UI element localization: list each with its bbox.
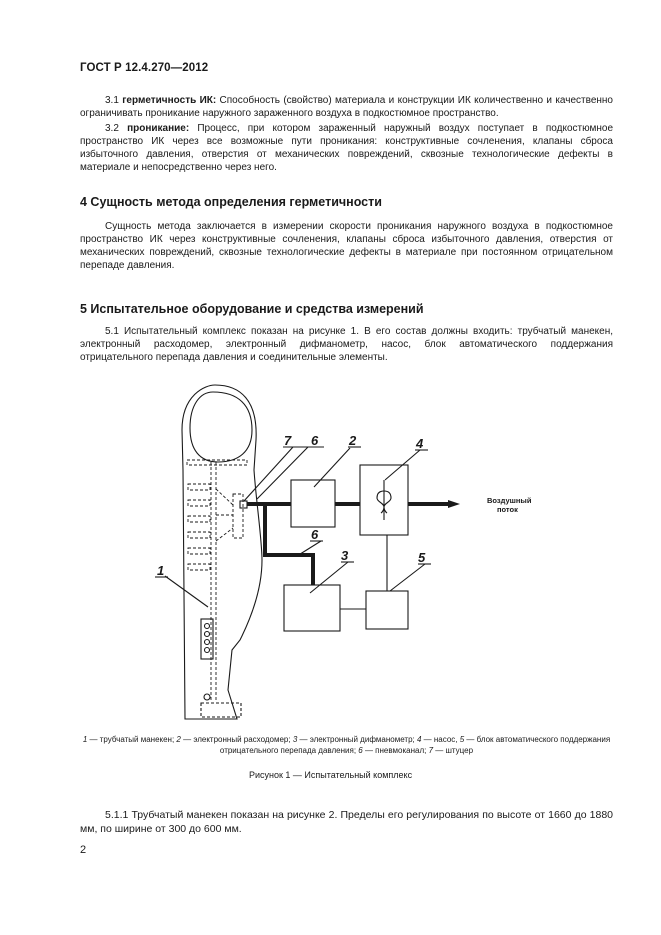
legend-text-3: — электронный дифманометр; <box>297 735 417 744</box>
legend-num-6: 6 <box>358 746 363 755</box>
airflow-arrow <box>448 500 460 508</box>
paragraph-3-2 <box>80 122 613 174</box>
leader-1 <box>165 576 208 607</box>
legend-num-3: 3 <box>292 735 298 744</box>
flowmeter-box <box>291 480 335 527</box>
legend-num-5: 5 <box>459 735 465 744</box>
control-block-box <box>366 591 408 629</box>
leader-6a <box>257 447 308 499</box>
legend-text-1: — трубчатый манекен; <box>87 735 177 744</box>
mannequin-foot-joint <box>204 694 210 700</box>
paragraph-3-2-text: Процесс, при котором зараженный наружный воздух поступает в подкостюмное пространство ИК через все возможные пути проникания: конструктивные сочленения, клапаны сброса избыточного давления, отверстия от механических повреждений, сквозные технологические дефекты в материале и непосредственно через него. <box>80 123 614 173</box>
legend-num-1: 1 <box>82 735 88 744</box>
figure-label-6-top: 6 <box>311 433 319 448</box>
page-number: 2 <box>80 844 87 856</box>
section-5-heading: 5 Испытательное оборудование и средства измерений <box>80 302 424 316</box>
mannequin-head <box>190 392 252 462</box>
figure-test-complex <box>0 375 661 730</box>
legend-text-2: — электронный расходомер; <box>180 735 293 744</box>
section-4-text: Сущность метода заключается в измерении скорости проникания наружного воздуха в подкостюмное пространство ИК через конструктивные сочленения, клапаны сброса избыточного давления, отверстия от механических повреждений, сквозные технологические дефекты в материале при постоянном отрицательном перепаде давления. <box>80 221 613 271</box>
pneumatic-channel <box>247 504 448 585</box>
fitting-shtutser <box>240 501 247 508</box>
mannequin-outline <box>182 385 262 719</box>
section-4-heading: 4 Сущность метода определения герметичности <box>80 195 382 209</box>
legend-text-7: — штуцер <box>433 746 474 755</box>
legend-num-2: 2 <box>176 735 181 744</box>
legend-num-4: 4 <box>416 735 422 744</box>
figure-label-2: 2 <box>349 433 357 448</box>
airflow-label-line2: поток <box>497 505 518 514</box>
figure-caption: Рисунок 1 — Испытательный комплекс <box>248 770 413 780</box>
leader-5 <box>390 564 425 591</box>
leader-2 <box>314 448 350 487</box>
figure-label-7: 7 <box>284 433 292 448</box>
figure-label-6-side: 6 <box>311 527 319 542</box>
leader-3 <box>310 562 348 593</box>
legend-text-6: — пневмоканал; <box>362 746 429 755</box>
figure-label-1: 1 <box>157 563 165 578</box>
term-pronikanie: проникание: <box>127 123 190 134</box>
term-germetichnost: герметичность ИК: <box>122 95 217 106</box>
paragraph-3-1-number: 3.1 <box>105 95 119 106</box>
paragraph-5-1-1: 5.1.1 Трубчатый манекен показан на рисунке 2. Пределы его регулирования по высоте от 1660 до 1880 мм, по ширине от 300 до 600 мм. <box>80 809 613 835</box>
figure-label-4: 4 <box>416 436 424 451</box>
paragraph-3-2-number: 3.2 <box>105 123 119 134</box>
figure-legend <box>80 734 613 756</box>
leader-7 <box>244 447 293 501</box>
mannequin-base <box>201 703 241 717</box>
legend-num-7: 7 <box>428 746 434 755</box>
mannequin-frame <box>187 460 247 700</box>
paragraph-3-1 <box>80 94 613 120</box>
figure-label-3: 3 <box>341 548 349 563</box>
airflow-label-line1: Воздушный <box>487 496 532 505</box>
paragraph-5-1: 5.1 Испытательный комплекс показан на рисунке 1. В его состав должны входить: трубчатый манекен, электронный расходомер, электронный дифманометр, насос, блок автоматического поддержания отрицательного перепада давления и соединительные элементы. <box>80 326 613 363</box>
mannequin-tubes <box>188 484 233 570</box>
legend-text-5: — блок автоматического поддержания отрицательного перепада давления; <box>219 735 611 755</box>
paragraph-3-1-text: Способность (свойство) материала и конструкции ИК количественно и качественно ограничивать проникание наружного зараженного воздуха в подкостюмное пространство. <box>80 95 613 119</box>
document-header: ГОСТ Р 12.4.270—2012 <box>80 62 209 74</box>
legend-text-4: — насос, <box>421 735 460 744</box>
figure-label-5: 5 <box>418 550 426 565</box>
